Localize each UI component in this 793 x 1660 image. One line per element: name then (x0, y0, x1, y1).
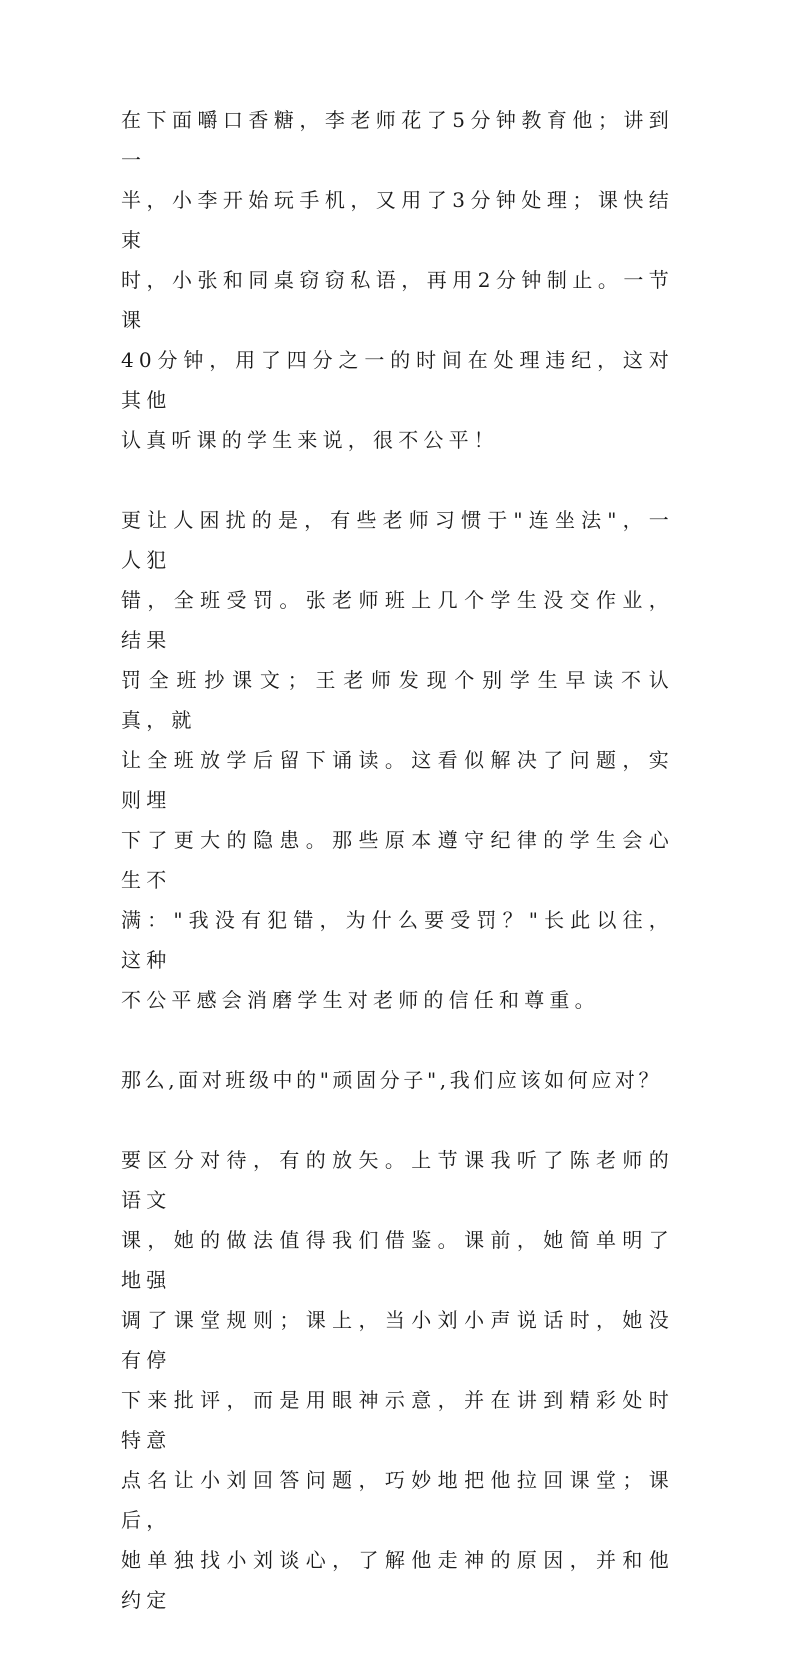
text-line: 满："我没有犯错，为什么要受罚？"长此以往，这种 (121, 908, 674, 972)
paragraph-differentiated-approach (121, 1140, 674, 1620)
text-line: 要区分对待，有的放矢。上节课我听了陈老师的语文 (121, 1148, 674, 1212)
text-line: 认真听课的学生来说，很不公平！ (121, 428, 499, 452)
text-line: 半，小李开始玩手机，又用了3分钟处理；课快结束 (121, 188, 674, 252)
text-line: 不公平感会消磨学生对老师的信任和尊重。 (121, 988, 600, 1012)
text-line: 那么,面对班级中的"顽固分子",我们应该如何应对？ (121, 1068, 663, 1092)
paragraph-classroom-time (121, 100, 674, 460)
paragraph-question (121, 1060, 674, 1100)
text-line: 下来批评，而是用眼神示意，并在讲到精彩处时特意 (121, 1388, 674, 1452)
text-line: 调了课堂规则；课上，当小刘小声说话时，她没有停 (121, 1308, 674, 1372)
document-page (121, 100, 674, 1660)
text-line: 罚全班抄课文；王老师发现个别学生早读不认真，就 (121, 668, 674, 732)
text-line: 在下面嚼口香糖，李老师花了5分钟教育他；讲到一 (121, 108, 674, 172)
text-line: 40分钟，用了四分之一的时间在处理违纪，这对其他 (121, 348, 674, 412)
text-line: 时，小张和同桌窃窃私语，再用2分钟制止。一节课 (121, 268, 674, 332)
paragraph-collective-punishment (121, 500, 674, 1020)
text-line: 她单独找小刘谈心，了解他走神的原因，并和他约定 (121, 1548, 674, 1612)
text-line: 点名让小刘回答问题，巧妙地把他拉回课堂；课后， (121, 1468, 674, 1532)
text-line: 下了更大的隐患。那些原本遵守纪律的学生会心生不 (121, 828, 674, 892)
text-line: 课，她的做法值得我们借鉴。课前，她简单明了地强 (121, 1228, 674, 1292)
text-line: 更让人困扰的是，有些老师习惯于"连坐法"，一人犯 (121, 508, 674, 572)
text-line: 错，全班受罚。张老师班上几个学生没交作业，结果 (121, 588, 674, 652)
text-line: 让全班放学后留下诵读。这看似解决了问题，实则埋 (121, 748, 674, 812)
